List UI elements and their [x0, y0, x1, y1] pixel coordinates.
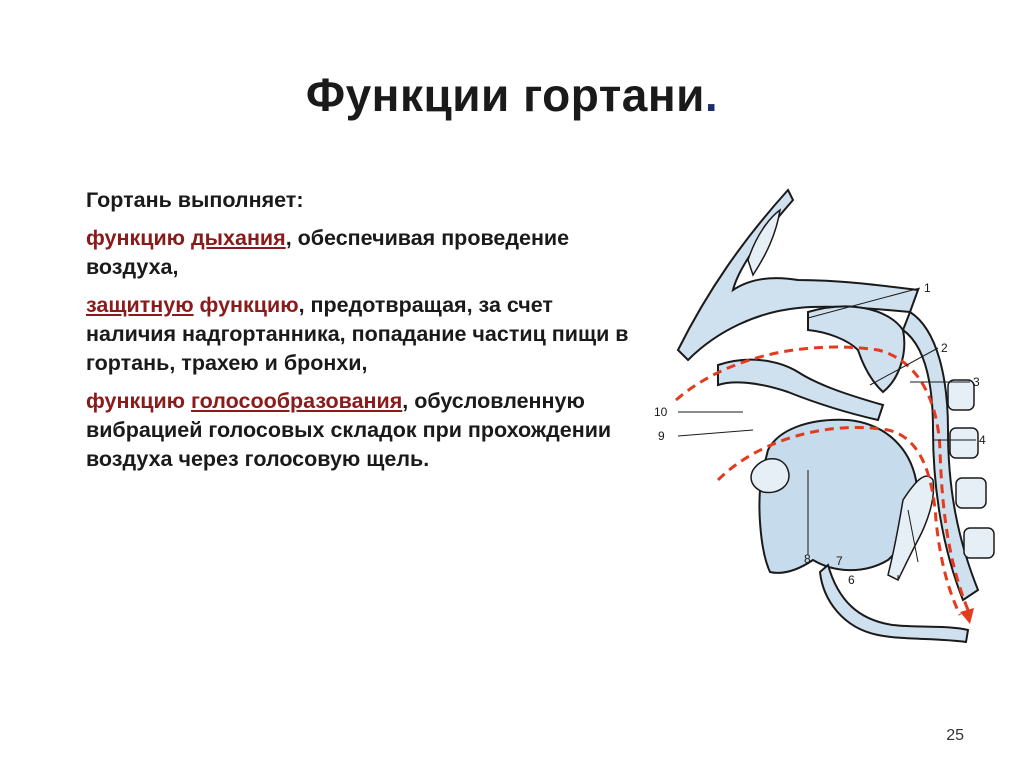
item1-red-underlined: дыхания [191, 226, 286, 250]
intro-text: Гортань выполняет: [86, 188, 304, 212]
item2-rest: , предотвращая, за счет наличия надгортанника, попадание частиц пищи в гортань, трахею и бронхи, [86, 293, 629, 375]
airflow-arrowhead [960, 608, 974, 624]
label-9: 9 [658, 429, 665, 443]
label-2: 2 [941, 341, 948, 355]
item1-red-word: функцию [86, 226, 186, 250]
label-8: 8 [804, 552, 811, 566]
label-3: 3 [973, 375, 980, 389]
item-breathing [86, 224, 646, 282]
vertebra-3 [956, 478, 986, 508]
larynx-anatomy-figure [648, 180, 1024, 650]
label-6: 6 [848, 573, 855, 587]
hard-palate [718, 360, 883, 420]
item2-red-underlined: защитную [86, 293, 194, 317]
item3-rest: , обусловленную вибрацией голосовых складок при прохождении воздуха через голосовую щель. [86, 389, 612, 471]
label-1: 1 [924, 281, 931, 295]
title-dot: . [704, 69, 719, 121]
vertebra-1 [948, 380, 974, 410]
vertebra-4 [964, 528, 994, 558]
item2-red-word: функцию [199, 293, 299, 317]
item3-red-word: функцию [86, 389, 186, 413]
slide-body [86, 186, 646, 483]
title-text: Функции гортани [305, 69, 705, 121]
item-protective [86, 291, 646, 378]
page-number: 25 [946, 727, 964, 744]
label-10: 10 [654, 405, 668, 419]
item1-rest: , обеспечивая проведение воздуха, [86, 226, 570, 279]
tongue-tip [751, 459, 789, 493]
soft-palate [808, 306, 904, 392]
label-7: 7 [836, 554, 843, 568]
anatomy-svg [648, 180, 1024, 650]
item3-red-underlined: голосообразования [191, 389, 403, 413]
label-4: 4 [979, 433, 986, 447]
item-voice [86, 387, 646, 474]
slide-title [0, 68, 1024, 122]
vertebra-2 [950, 428, 978, 458]
